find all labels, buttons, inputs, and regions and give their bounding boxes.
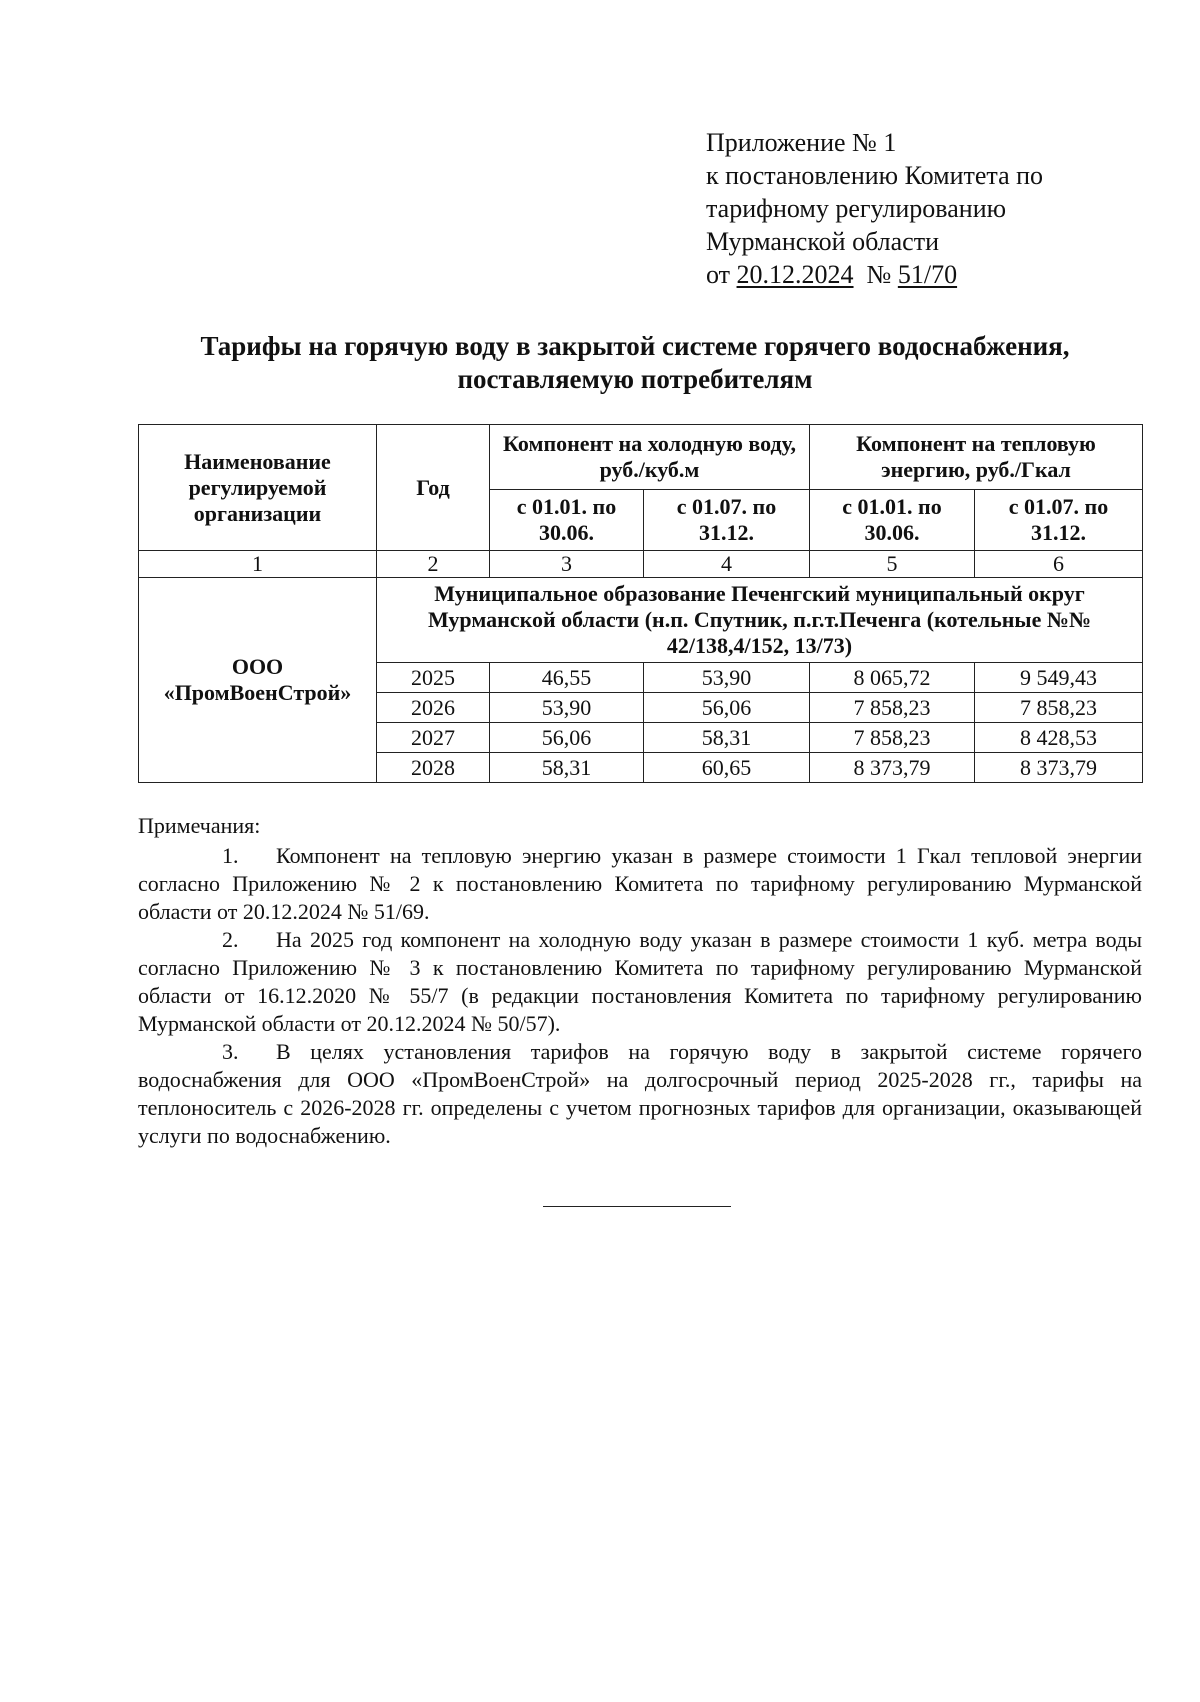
resolution-date: 20.12.2024 (736, 260, 854, 289)
note-item (138, 926, 1142, 1038)
title-line-2: поставляемую потребителям (457, 364, 813, 394)
tariff-table (138, 424, 1143, 783)
appendix-line-4: Мурманской области (706, 227, 939, 256)
cold-water-period-1: 56,06 (490, 723, 644, 753)
cold-water-period-1: 53,90 (490, 693, 644, 723)
column-number: 6 (975, 551, 1143, 578)
appendix-line-2: к постановлению Комитета по (706, 161, 1044, 190)
heat-energy-period-2: 9 549,43 (975, 663, 1143, 693)
number-prefix: № (866, 260, 892, 289)
cold-water-period-2: 56,06 (644, 693, 810, 723)
column-number-row (139, 551, 1143, 578)
header-period-4: с 01.07. по 31.12. (975, 490, 1143, 551)
note-number: 3. (222, 1039, 239, 1064)
heat-energy-period-1: 8 065,72 (810, 663, 975, 693)
end-divider (543, 1206, 731, 1207)
notes-heading: Примечания: (138, 813, 261, 838)
date-prefix: от (706, 260, 731, 289)
municipality-row (139, 578, 1143, 663)
column-number: 5 (810, 551, 975, 578)
header-period-1: с 01.01. по 30.06. (490, 490, 644, 551)
header-heat-energy: Компонент на тепловую энергию, руб./Гкал (810, 425, 1143, 490)
header-org: Наименование регулируемой организации (139, 425, 377, 551)
organization-name: ООО «ПромВоенСтрой» (139, 578, 377, 783)
note-number: 2. (222, 927, 239, 952)
table-header-row (139, 425, 1143, 490)
heat-energy-period-1: 8 373,79 (810, 753, 975, 783)
cold-water-period-1: 46,55 (490, 663, 644, 693)
cold-water-period-1: 58,31 (490, 753, 644, 783)
note-number: 1. (222, 843, 239, 868)
year-cell: 2028 (377, 753, 490, 783)
header-period-3: с 01.01. по 30.06. (810, 490, 975, 551)
heat-energy-period-2: 8 428,53 (975, 723, 1143, 753)
heat-energy-period-1: 7 858,23 (810, 723, 975, 753)
note-item (138, 1038, 1142, 1150)
note-text: В целях установления тарифов на горячую воду в закрытой системе горячего водоснабжения для ООО «ПромВоенСтрой» на долгосрочный период 2025-2028 гг., тарифы на теплоноситель с 2026-2028 гг. определены с учетом прогнозных тарифов для организации, оказывающей услуги по водоснабжению. (138, 1039, 1142, 1148)
resolution-number: 51/70 (897, 260, 958, 289)
column-number: 1 (139, 551, 377, 578)
header-year: Год (377, 425, 490, 551)
header-period-2: с 01.07. по 31.12. (644, 490, 810, 551)
heat-energy-period-2: 8 373,79 (975, 753, 1143, 783)
header-cold-water: Компонент на холодную воду, руб./куб.м (490, 425, 810, 490)
notes-section (138, 812, 1142, 1150)
cold-water-period-2: 60,65 (644, 753, 810, 783)
title-line-1: Тарифы на горячую воду в закрытой системе горячего водоснабжения, (200, 331, 1070, 361)
document-title (130, 330, 1140, 396)
cold-water-period-2: 58,31 (644, 723, 810, 753)
appendix-line-1: Приложение № 1 (706, 128, 897, 157)
appendix-block (706, 126, 1043, 291)
column-number: 2 (377, 551, 490, 578)
heat-energy-period-1: 7 858,23 (810, 693, 975, 723)
note-text: Компонент на тепловую энергию указан в размере стоимости 1 Гкал тепловой энергии согласно Приложению № 2 к постановлению Комитета по тарифному регулированию Мурманской области от 20.12.2024 № 51/69. (138, 843, 1142, 924)
note-text: На 2025 год компонент на холодную воду указан в размере стоимости 1 куб. метра воды согласно Приложению № 3 к постановлению Комитета по тарифному регулированию Мурманской области от 16.12.2020 № 55/7 (в редакции постановления Комитета по тарифному регулированию Мурманской области от 20.12.2024 № 50/57). (138, 927, 1142, 1036)
column-number: 4 (644, 551, 810, 578)
year-cell: 2027 (377, 723, 490, 753)
column-number: 3 (490, 551, 644, 578)
note-item (138, 842, 1142, 926)
year-cell: 2026 (377, 693, 490, 723)
municipality-name: Муниципальное образование Печенгский муниципальный округ Мурманской области (н.п. Спутник, п.г.т.Печенга (котельные №№ 42/138,4/152, 13/73) (377, 578, 1143, 663)
appendix-line-3: тарифному регулированию (706, 194, 1007, 223)
year-cell: 2025 (377, 663, 490, 693)
heat-energy-period-2: 7 858,23 (975, 693, 1143, 723)
appendix-date-line (706, 258, 1043, 291)
cold-water-period-2: 53,90 (644, 663, 810, 693)
